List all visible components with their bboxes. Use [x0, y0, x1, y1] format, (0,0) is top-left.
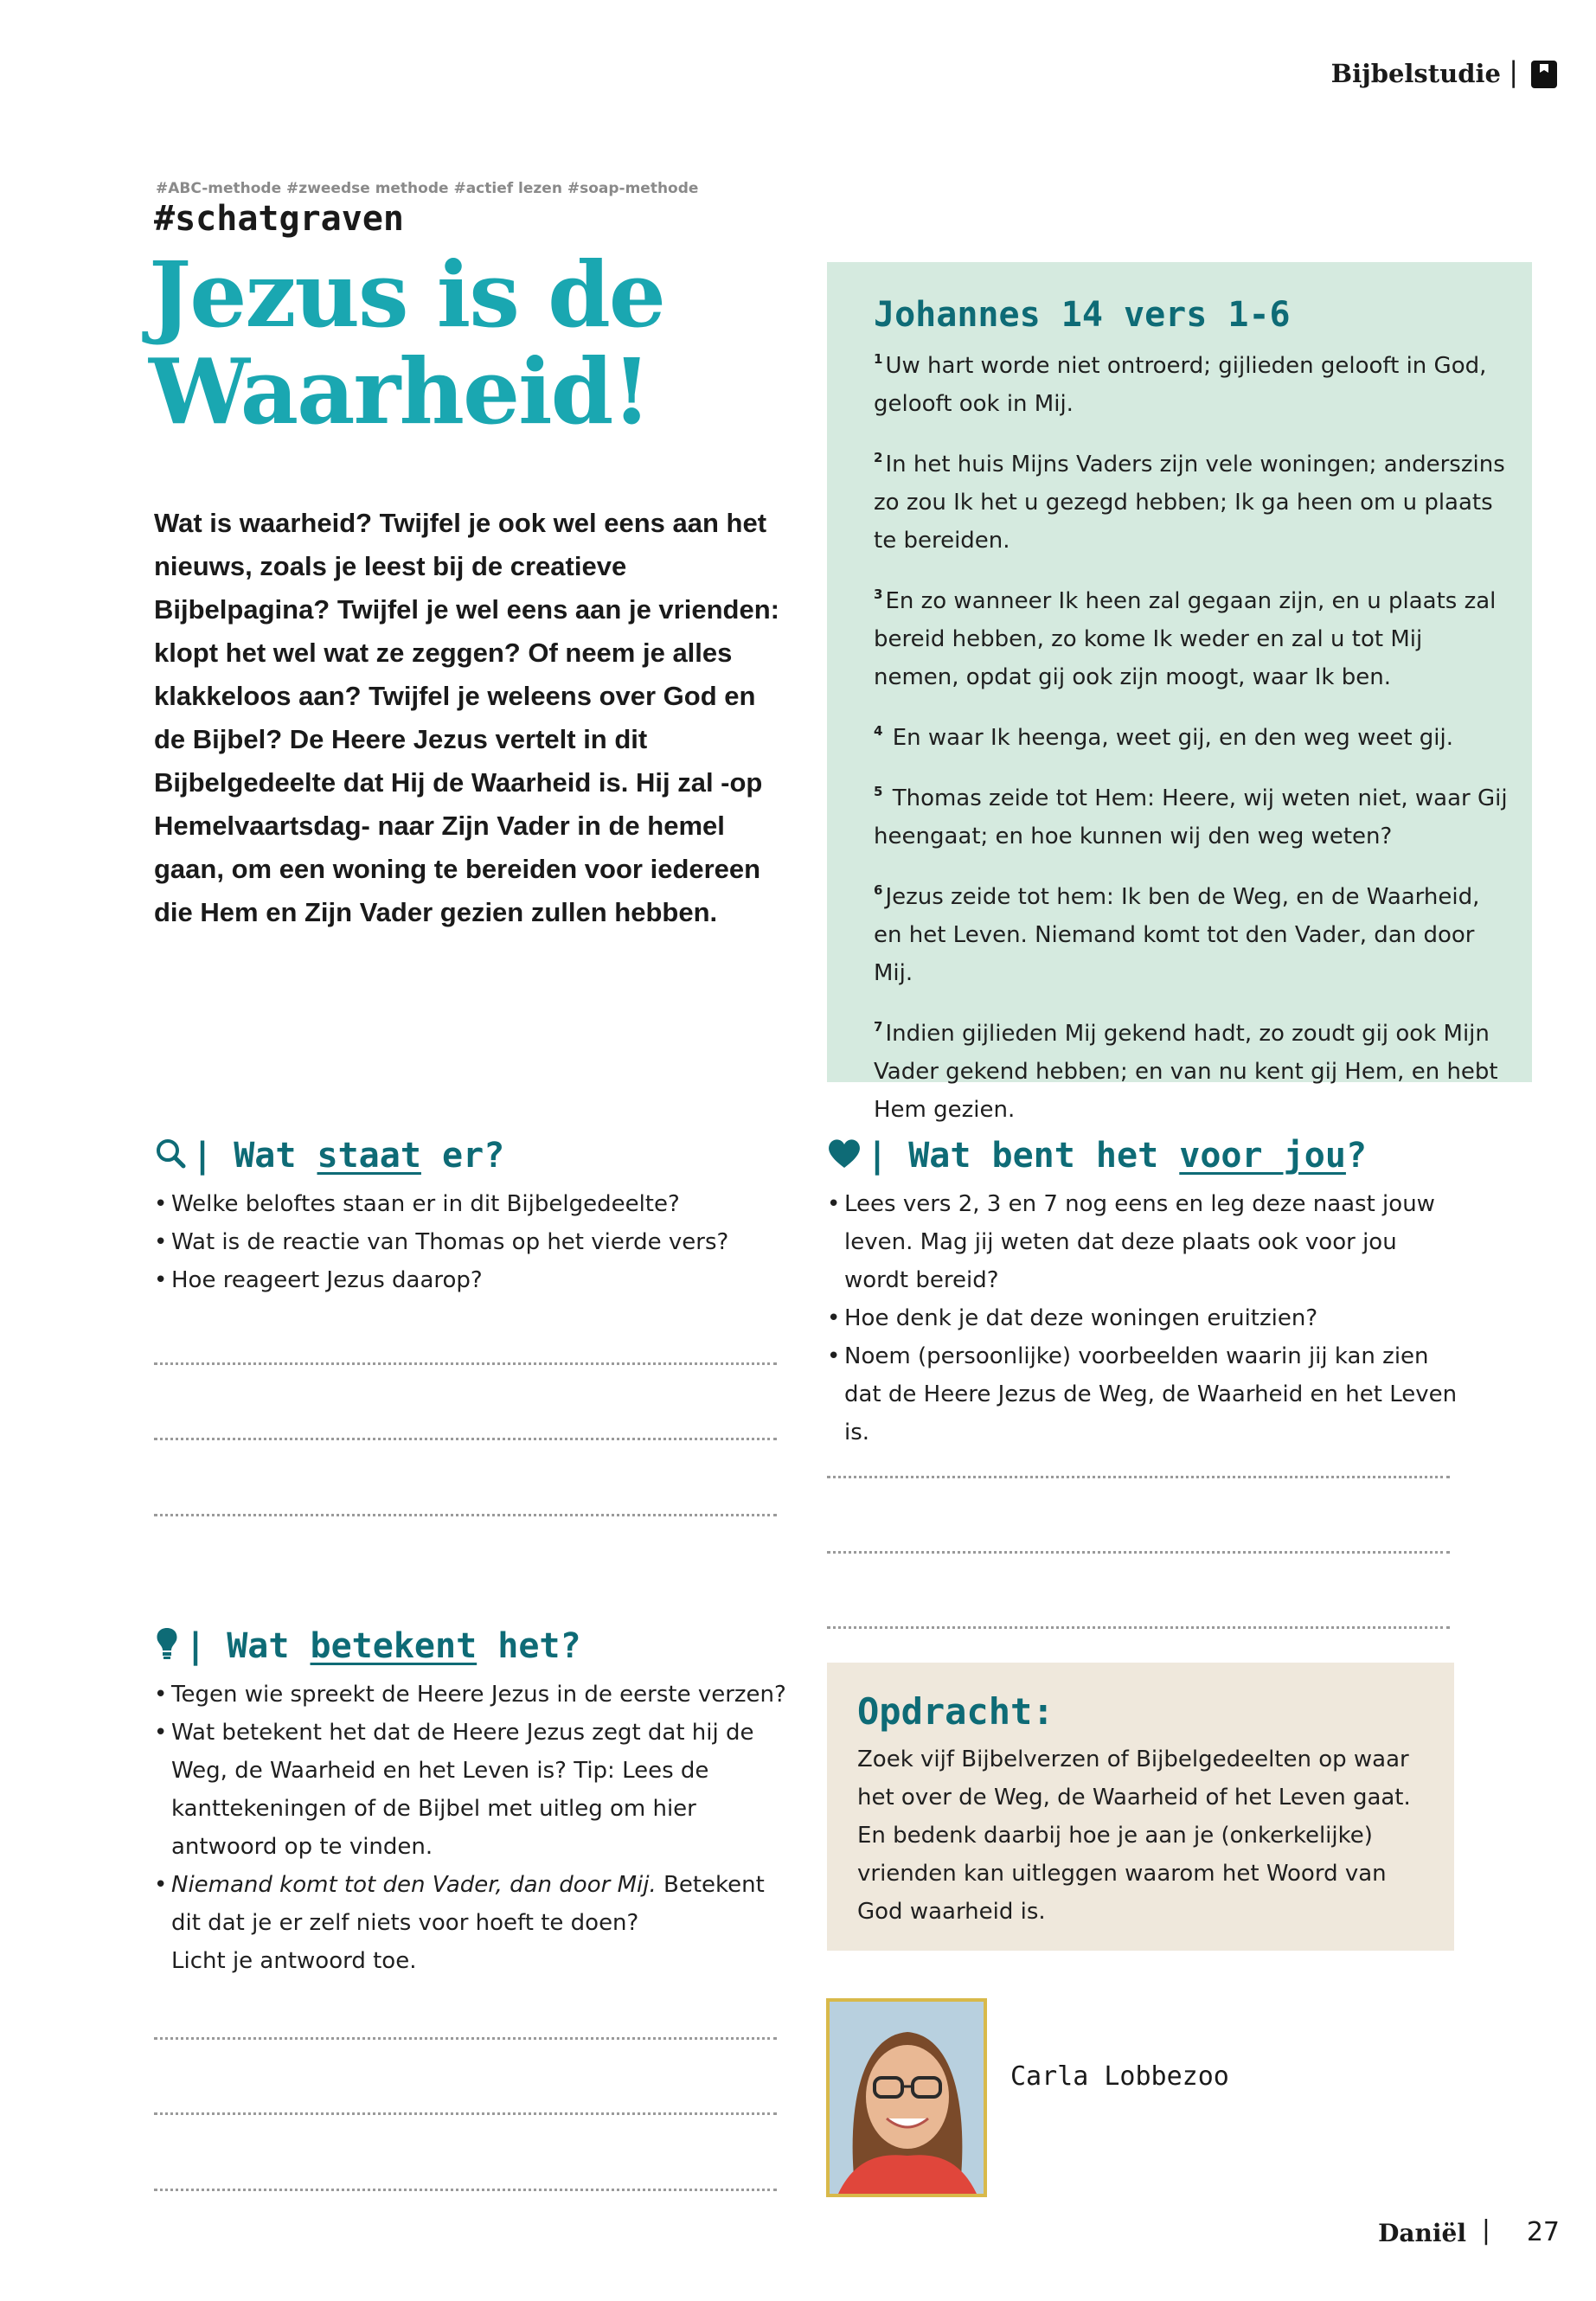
answer-line[interactable]: [154, 2189, 777, 2191]
list-item: • Hoe denk je dat deze woningen eruitzien?: [827, 1299, 1467, 1337]
verse: [874, 575, 1509, 696]
verse-number: 6: [874, 882, 883, 898]
tag-list: #ABC-methode #zweedse methode #actief lezen #soap-methode: [156, 180, 699, 197]
verse-text: In het huis Mijns Vaders zijn vele woningen; anderszins zo zou Ik het u gezegd hebben; Ik ga heen om u plaats te bereiden.: [874, 452, 1505, 554]
list-item: • Wat betekent het dat de Heere Jezus zegt dat hij de Weg, de Waarheid en het Leven is? Tip: Lees de kanttekeningen of de Bijbel met uitleg om hier antwoord op te vinden.: [154, 1714, 794, 1866]
answer-line[interactable]: [154, 2037, 777, 2040]
heading-text: ?: [1345, 1136, 1368, 1176]
heading-underline: betekent: [310, 1626, 478, 1666]
verse-number: 5: [874, 784, 883, 799]
verse-text: Jezus zeide tot hem: Ik ben de Weg, en de Waarheid, en het Leven. Niemand komt tot den Vader, dan door Mij.: [874, 884, 1480, 986]
answer-line[interactable]: [154, 1362, 777, 1365]
list-item: • Lees vers 2, 3 en 7 nog eens en leg deze naast jouw leven. Mag jij weten dat deze plaats ook voor jou wordt bereid?: [827, 1185, 1467, 1299]
verse: [874, 772, 1509, 856]
heading-underline: staat: [317, 1136, 421, 1176]
heart-icon: [827, 1137, 862, 1178]
bible-passage-heading: Johannes 14 vers 1-6: [874, 295, 1291, 335]
heading-text: het?: [477, 1626, 581, 1666]
heading-underline: voor jou: [1179, 1136, 1346, 1176]
verse: [874, 712, 1509, 757]
question-text: Betekent dit dat je er zelf niets voor hoeft te doen?: [171, 1872, 765, 1936]
section-heading-jou: [827, 1136, 1367, 1178]
bible-passage-box: [827, 262, 1532, 1123]
question-text: Licht je antwoord toe.: [171, 1948, 417, 1974]
list-item: [154, 1866, 794, 1980]
answer-line[interactable]: [154, 1438, 777, 1440]
section-bar: |: [867, 1136, 888, 1176]
heading-text: Wat: [227, 1626, 311, 1666]
book-icon: [1531, 61, 1557, 88]
section-heading-staat: [154, 1136, 504, 1178]
section-bar: |: [185, 1626, 207, 1666]
section-title: Bijbelstudie: [1330, 59, 1501, 88]
list-item: • Wat is de reactie van Thomas op het vierde vers?: [154, 1223, 794, 1261]
list-item: • Welke beloftes staan er in dit Bijbelgedeelte?: [154, 1185, 794, 1223]
verse: [874, 439, 1509, 560]
list-item: • Tegen wie spreekt de Heere Jezus in de eerste verzen?: [154, 1676, 794, 1714]
answer-line[interactable]: [827, 1626, 1450, 1629]
hashtag: #schatgraven: [154, 199, 404, 239]
assignment-heading: Opdracht:: [857, 1690, 1054, 1733]
heading-text: er?: [420, 1136, 505, 1176]
list-item: • Noem (persoonlijke) voorbeelden waarin jij kan zien dat de Heere Jezus de Weg, de Waarheid en het Leven is.: [827, 1337, 1467, 1452]
title-line-2: Waarheid!: [149, 338, 650, 445]
heading-text: Wat: [234, 1136, 317, 1176]
answer-line[interactable]: [154, 1514, 777, 1516]
author-photo: [826, 1998, 987, 2197]
verse-number: 3: [874, 586, 883, 602]
section-bar: |: [192, 1136, 214, 1176]
verse-number: 2: [874, 450, 883, 465]
lightbulb-icon: [154, 1626, 180, 1670]
verse-text: Indien gijlieden Mij gekend hadt, zo zoudt gij ook Mijn Vader gekend hebben; en van nu kent gij Hem, en hebt Hem gezien.: [874, 1021, 1498, 1123]
footer-separator: |: [1481, 2215, 1490, 2246]
verse-text: Uw hart worde niet ontroerd; gijlieden gelooft in God, gelooft ook in Mij.: [874, 353, 1487, 417]
verse-number: 4: [874, 723, 883, 739]
verse-number: 7: [874, 1019, 883, 1035]
quote-italic: Niemand komt tot den Vader, dan door Mij.: [171, 1872, 657, 1898]
heading-text: Wat bent het: [908, 1136, 1180, 1176]
title-line-1: Jezus is de: [149, 241, 664, 348]
verse: [874, 871, 1509, 992]
question-list-jou: [827, 1185, 1467, 1452]
assignment-box: [827, 1663, 1454, 1951]
question-list-betekent: [154, 1676, 794, 1980]
answer-line[interactable]: [154, 2112, 777, 2115]
magazine-name: Daniël: [1378, 2219, 1466, 2247]
list-item: • Hoe reageert Jezus daarop?: [154, 1261, 794, 1299]
verse-number: 1: [874, 351, 883, 367]
header-separator: |: [1509, 55, 1518, 88]
magnifier-icon: [154, 1137, 187, 1178]
answer-line[interactable]: [827, 1551, 1450, 1554]
author-name: Carla Lobbezoo: [1010, 2061, 1229, 2092]
verse-text: Thomas zeide tot Hem: Heere, wij weten niet, waar Gij heengaat; en hoe kunnen wij den weg weten?: [874, 785, 1508, 849]
section-heading-betekent: [154, 1626, 581, 1670]
question-list-staat: [154, 1185, 794, 1299]
answer-line[interactable]: [827, 1476, 1450, 1478]
page-title: [149, 241, 841, 445]
verse-list: [874, 340, 1509, 1144]
intro-text: Wat is waarheid? Twijfel je ook wel eens aan het nieuws, zoals je leest bij de creatieve Bijbelpagina? Twijfel je wel eens aan je vrienden: klopt het wel wat ze zeggen? Of neem je alles klakkeloos aan? Twijfel je weleens over God en de Bijbel? De Heere Jezus vertelt in dit Bijbelgedeelte dat Hij de Waarheid is. Hij zal -op Hemelvaartsdag- naar Zijn Vader in de hemel gaan, om een woning te bereiden voor iedereen die Hem en Zijn Vader gezien zullen hebben.: [154, 508, 779, 927]
verse: [874, 340, 1509, 423]
verse-text: En waar Ik heenga, weet gij, en den weg weet gij.: [885, 725, 1454, 751]
verse-text: En zo wanneer Ik heen zal gegaan zijn, en u plaats zal bereid hebben, zo kome Ik weder en zal u tot Mij nemen, opdat gij ook zijn moogt, waar Ik ben.: [874, 588, 1497, 690]
assignment-text: Zoek vijf Bijbelverzen of Bijbelgedeelten op waar het over de Weg, de Waarheid of het Leven gaat. En bedenk daarbij hoe je aan je (onkerkelijke) vrienden kan uitleggen waarom het Woord van God waarheid is.: [857, 1747, 1411, 1925]
page-number: 27: [1526, 2217, 1560, 2247]
verse: [874, 1008, 1509, 1129]
